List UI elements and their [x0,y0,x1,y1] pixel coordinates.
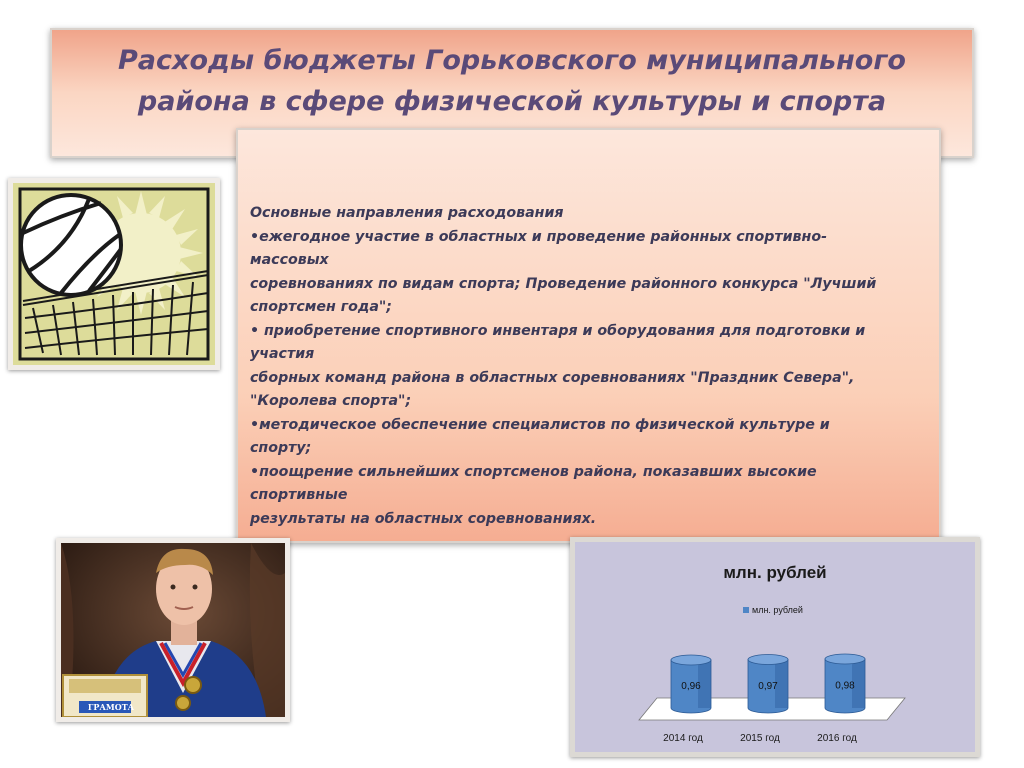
data-label: 0,97 [758,680,778,692]
body-line: участия [250,346,315,362]
athlete-photo-icon [61,543,285,717]
x-tick-label: 2016 год [817,733,857,744]
body-line: спорту; [250,440,312,456]
volleyball-image [8,178,220,370]
volleyball-icon [13,183,215,365]
body-line: сборных команд района в областных соревнованиях "Праздник Севера", [250,369,855,386]
chart-title: млн. рублей [723,563,827,582]
body-line: •методическое обеспечение специалистов по физической культуре и [250,416,830,433]
body-heading: Основные направления расходования [250,205,564,221]
body-line: спортсмен года"; [250,299,392,315]
body-line: результаты на областных соревнованиях. [250,510,597,527]
chart-panel [570,537,980,757]
legend-swatch [743,607,749,613]
x-tick-label: 2015 год [740,733,780,744]
title-line: района в сфере физической культуры и спорта [137,86,887,117]
body-line: спортивные [250,487,348,503]
certificate-label: ГРАМОТА [87,702,135,712]
body-line: соревнованиях по видам спорта; Проведение районного конкурса "Лучший [250,275,877,292]
x-tick-label: 2014 год [663,733,703,744]
slide-title [82,40,942,122]
body-line: массовых [250,252,329,268]
athlete-photo [56,538,290,722]
body-line: "Королева спорта"; [250,393,412,409]
bar-chart [575,542,975,752]
text-box [236,128,941,543]
legend-label: млн. рублей [752,605,803,615]
body-line: • приобретение спортивного инвентаря и оборудования для подготовки и [250,322,866,339]
data-label: 0,96 [681,681,701,692]
title-line: Расходы бюджеты Горьковского муниципального [118,45,906,76]
body-line: •ежегодное участие в областных и проведение районных спортивно- [250,228,827,245]
data-label: 0,98 [835,680,855,692]
body-text [250,202,925,531]
body-line: •поощрение сильнейших спортсменов района, показавших высокие [250,463,817,480]
